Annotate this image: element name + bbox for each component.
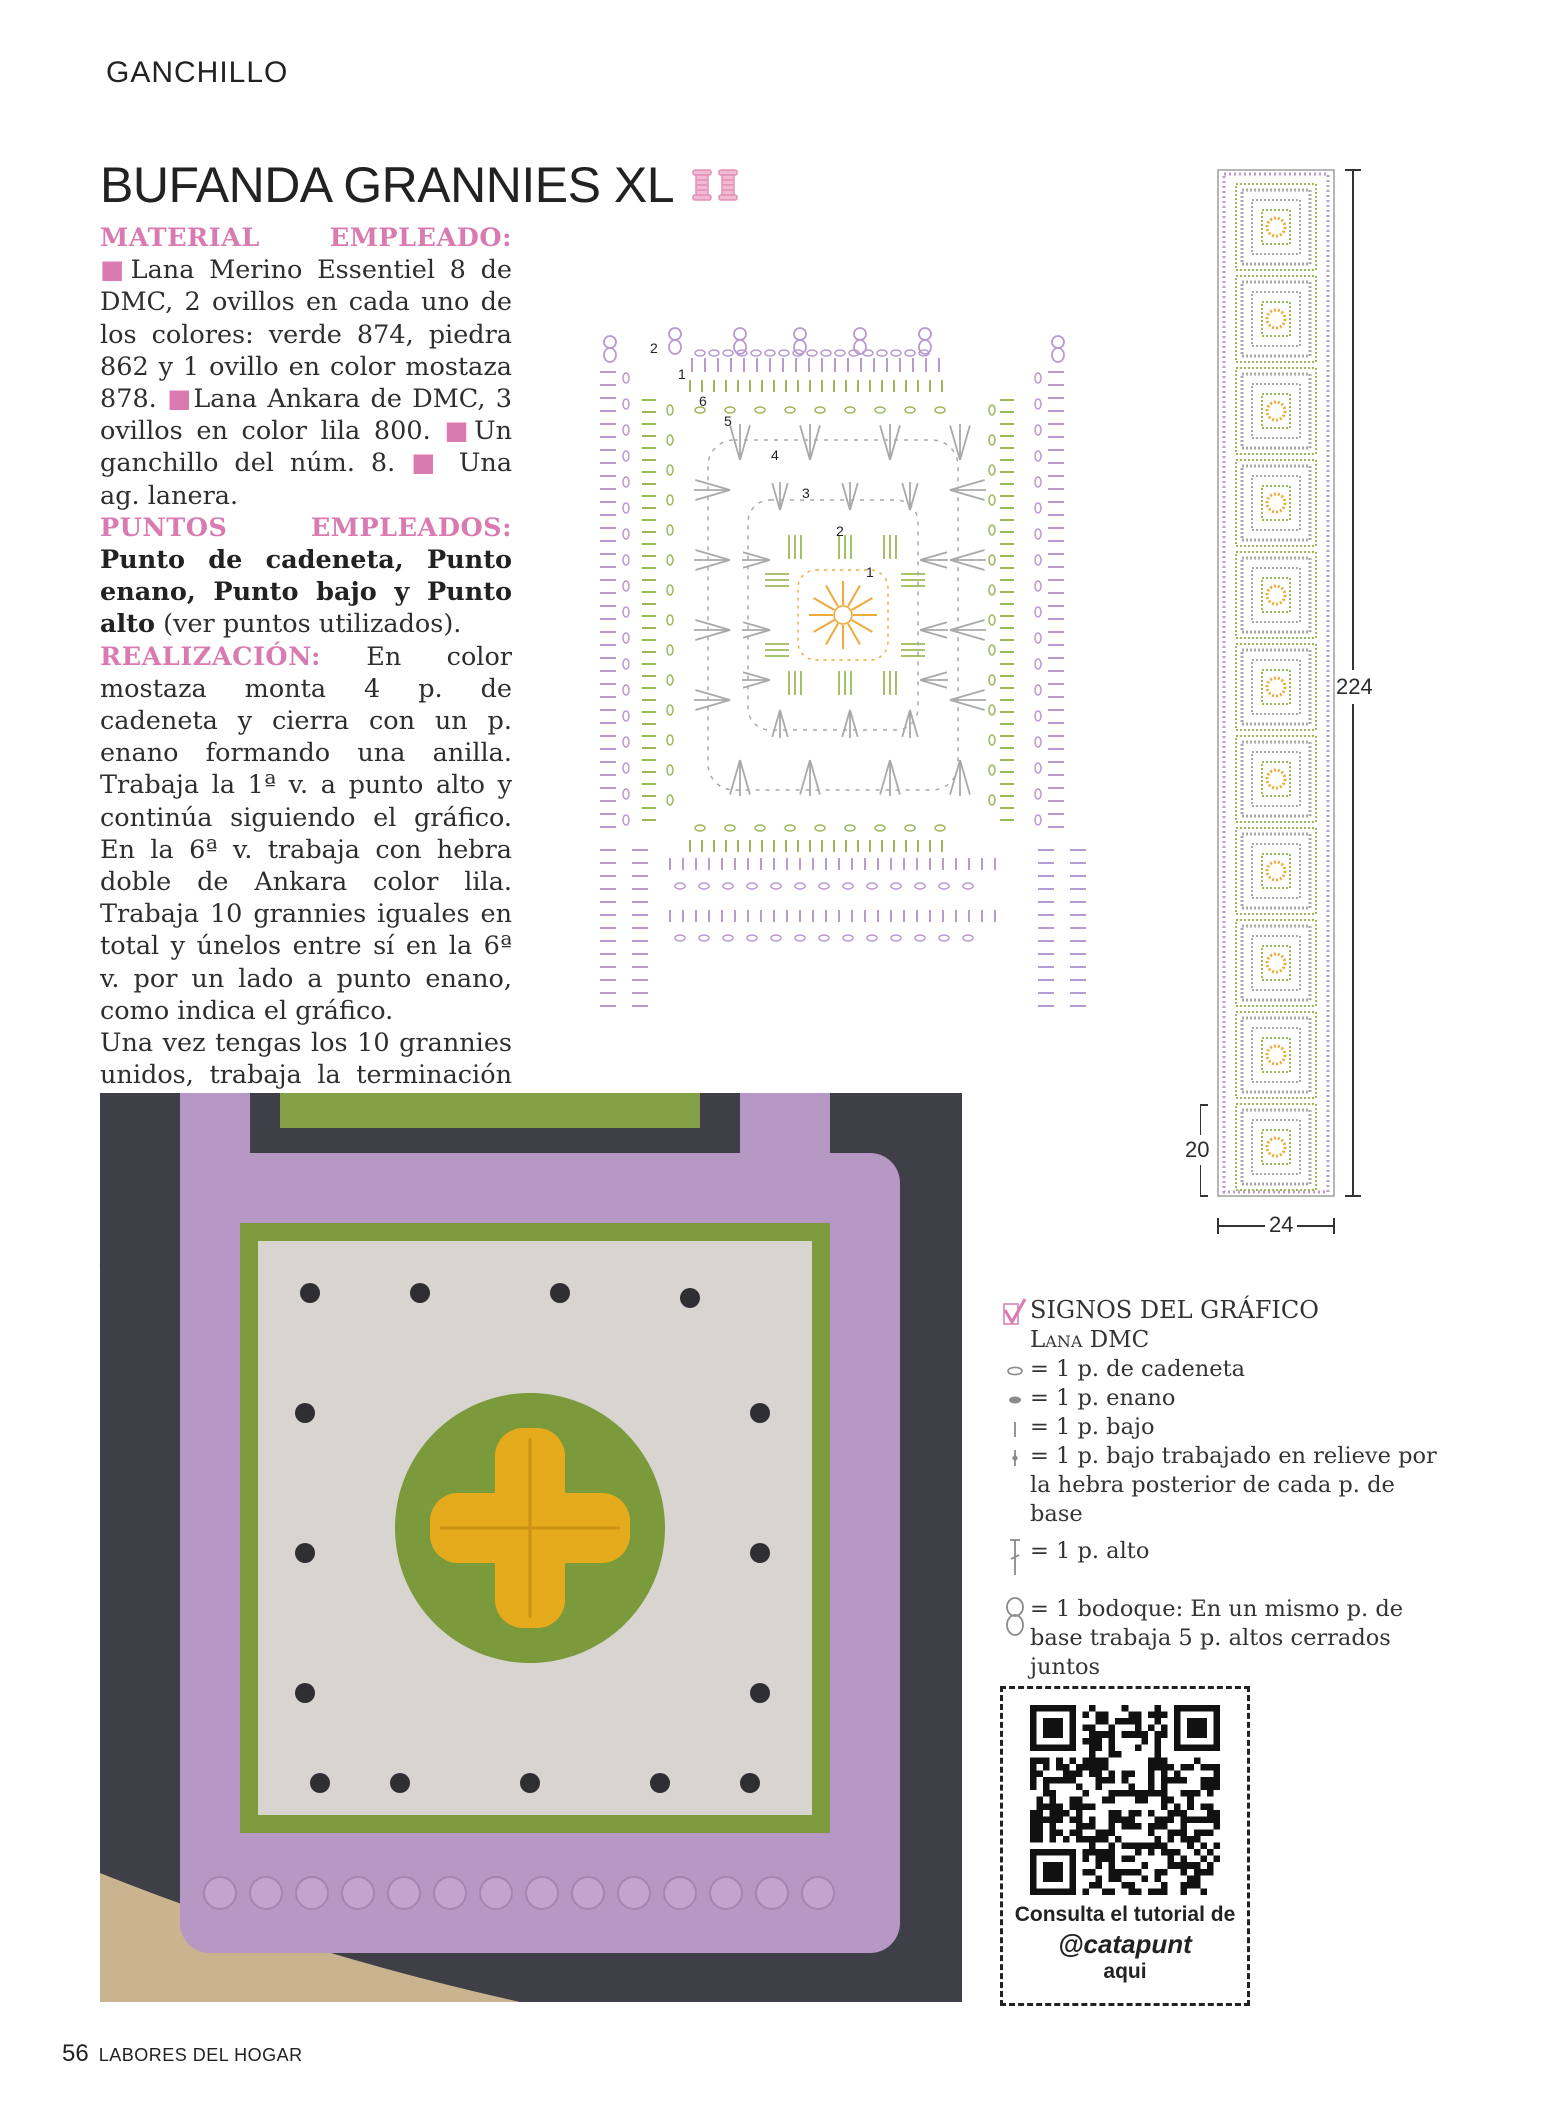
- qr-handle[interactable]: @catapunt: [1058, 1929, 1192, 1959]
- legend-item-chain: = 1 p. de cadeneta: [1030, 1356, 1246, 1382]
- round-label-2-border: 2: [650, 340, 658, 356]
- legend-item-double: = 1 p. alto: [1030, 1538, 1150, 1564]
- page-number: 56: [62, 2040, 89, 2067]
- round-label-3: 3: [802, 485, 810, 501]
- granny-square-photo: [100, 1093, 962, 2002]
- qr-link-text[interactable]: aqui: [1103, 1960, 1147, 1983]
- round-label-1: 1: [866, 564, 874, 580]
- puntos-heading: PUNTOS EMPLEADOS:: [100, 512, 512, 543]
- legend-item-bobble: = 1 bodoque: En un mismo p. de base trabaja 5 p. altos cerrados juntos: [1030, 1596, 1404, 1680]
- double-crochet-icon: [1005, 1537, 1025, 1577]
- mustard-center-stitches: [798, 570, 888, 660]
- round-label-1-border: 1: [678, 366, 686, 382]
- qr-caption: Consulta el tutorial de: [1014, 1903, 1236, 1926]
- round-label-6: 6: [699, 393, 707, 409]
- qr-tutorial-box[interactable]: [1000, 1686, 1250, 2006]
- legend-item-backloop: = 1 p. bajo trabajado en relieve por la hebra posterior de cada p. de base: [1030, 1443, 1437, 1527]
- check-pencil-icon: [1002, 1296, 1028, 1326]
- legend-subtitle: Lana DMC: [1030, 1327, 1150, 1353]
- dimension-total-length: 224: [1336, 670, 1373, 704]
- section-label: GANCHILLO: [106, 56, 289, 89]
- dimension-granny-height: 20: [1185, 1135, 1209, 1165]
- qr-code-icon[interactable]: [1030, 1705, 1220, 1895]
- chain-stitch-icon: [1005, 1355, 1025, 1383]
- realizacion-heading: REALIZACIÓN:: [100, 641, 321, 672]
- legend-title: SIGNOS DEL GRÁFICO: [1030, 1296, 1319, 1324]
- round-label-2: 2: [836, 523, 844, 539]
- legend-item-slip: = 1 p. enano: [1030, 1385, 1176, 1411]
- magazine-name: LABORES DEL HOGAR: [98, 2045, 303, 2065]
- page-title: BUFANDA GRANNIES XL: [100, 157, 674, 213]
- round-label-4: 4: [771, 447, 779, 463]
- page-footer: [62, 2040, 303, 2068]
- material-heading: MATERIAL EMPLEADO:: [100, 223, 512, 253]
- dimension-width: 24: [1265, 1212, 1297, 1238]
- crochet-chart: [580, 310, 1120, 1030]
- chart-legend: [1000, 1296, 1437, 1682]
- puntos-list: Punto de cadeneta, Punto enano, Punto bajo y Punto alto: [100, 545, 512, 640]
- legend-item-single: = 1 p. bajo: [1030, 1414, 1155, 1440]
- title-block: [100, 156, 742, 214]
- single-crochet-icon: [1005, 1413, 1025, 1441]
- back-loop-sc-icon: [1005, 1442, 1025, 1470]
- slip-stitch-icon: [1005, 1384, 1025, 1412]
- stone-round-stitches: [694, 424, 986, 796]
- bobble-icon: [1003, 1595, 1027, 1639]
- scarf-schematic: [1200, 160, 1380, 1250]
- lilac-border-stitches: [600, 328, 1086, 1006]
- material-text-3: Un ganchillo del núm. 8.: [100, 416, 512, 479]
- union-text: Una vez tengas los 10 grannies unidos, trabaja la terminación: [100, 1028, 512, 1091]
- realizacion-text: En color mostaza monta 4 p. de cadeneta y cierra con un p. enano formando una anilla. Trabaja la 1ª v. a punto alto y continúa siguiendo el gráfico. En la 6ª v. trabaja con hebra doble de Ankara color lila. Trabaja 10 grannies iguales en total y únelos entre sí en la 6ª v. por un lado a punto enano, como indica el gráfico.: [100, 641, 512, 1026]
- material-text-4: Una ag. lanera.: [100, 448, 513, 511]
- material-text-1: Lana Merino Essentiel 8 de DMC, 2 ovillos en cada uno de los colores: verde 874, piedra 862 y 1 ovillo en color mostaza 878.: [100, 255, 512, 415]
- round-label-5: 5: [724, 413, 732, 429]
- spool-difficulty-icon: [690, 167, 742, 203]
- material-text-2: Lana Ankara de DMC, 3 ovillos en color lila 800.: [100, 384, 512, 447]
- puntos-note: (ver puntos utilizados).: [163, 609, 462, 640]
- granny-squares: [1224, 174, 1328, 1192]
- instructions-text: MATERIAL EMPLEADO: ■Lana Merino Essentiel 8 de DMC, 2 ovillos en cada uno de los colores: verde 874, piedra 862 y 1 ovillo en color mostaza 878. ■Lana Ankara de DMC, 3 ovillos en color lila 800. ■Un ganchillo del núm. 8. ■ Una ag. lanera. PUNTOS EMPLEADOS: Punto de cadeneta, Punto enano, Punto bajo y Punto alto (ver puntos utilizados). REALIZACIÓN: En color mostaza monta 4 p. de cadeneta y cierra con un p. enano formando una anilla. Trabaja la 1ª v. a punto alto y continúa siguiendo el gráfico. En la 6ª v. trabaja con hebra doble de Ankara color lila. Trabaja 10 grannies iguales en total y únelos entre sí en la 6ª v. por un lado a punto enano, como indica el gráfico. Una vez tengas los 10 grannies unidos, trabaja la terminación: [100, 222, 512, 1285]
